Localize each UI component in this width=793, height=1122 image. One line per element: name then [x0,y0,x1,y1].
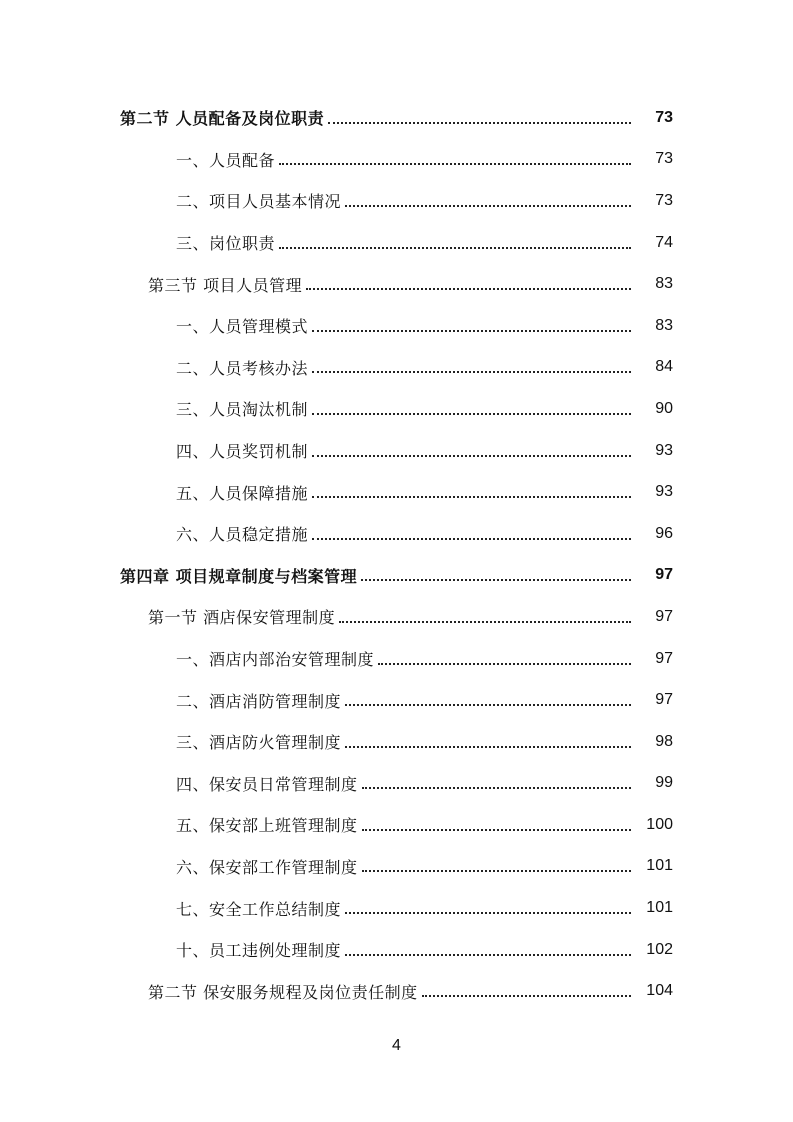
toc-dot-leader [279,151,631,167]
toc-entry-page: 73 [655,108,673,126]
toc-entry-title: 三、岗位职责 [176,234,276,254]
toc-entry-title: 六、保安部工作管理制度 [176,857,358,877]
toc-entry-title: 三、酒店防火管理制度 [176,733,342,753]
toc-dot-leader [345,193,631,209]
toc-entry[interactable] [0,763,793,805]
toc-dot-leader [279,235,631,251]
toc-entry-page: 93 [655,483,673,501]
toc-entry-title: 第一节 酒店保安管理制度 [148,608,336,628]
toc-dot-leader [312,526,631,542]
toc-entry-title: 五、人员保障措施 [176,483,309,503]
toc-entry-page: 74 [655,233,673,251]
toc-entry-page: 73 [655,191,673,209]
toc-dot-leader [345,692,631,708]
toc-entry-page: 102 [646,940,673,958]
toc-entry-title: 二、酒店消防管理制度 [176,691,342,711]
toc-dot-leader [312,443,631,459]
toc-entry[interactable] [0,679,793,721]
toc-entry[interactable] [0,887,793,929]
toc-entry-page: 83 [655,316,673,334]
page-number: 4 [392,1037,401,1054]
toc-entry[interactable] [0,388,793,430]
toc-dot-leader [362,858,631,874]
toc-entry-page: 93 [655,441,673,459]
toc-entry-page: 83 [655,275,673,293]
toc-dot-leader [312,318,631,334]
toc-dot-leader [306,276,631,292]
toc-entry[interactable] [0,555,793,597]
toc-entry-title: 三、人员淘汰机制 [176,400,309,420]
toc-entry[interactable] [0,347,793,389]
toc-dot-leader [312,401,631,417]
toc-entry[interactable] [0,638,793,680]
toc-entry-page: 90 [655,399,673,417]
toc-entry-title: 第三节 项目人员管理 [148,275,303,295]
toc-entry-page: 84 [655,358,673,376]
toc-dot-leader [362,817,631,833]
toc-entry-title: 四、保安员日常管理制度 [176,774,358,794]
toc-entry-title: 二、人员考核办法 [176,358,309,378]
toc-dot-leader [345,900,631,916]
toc-entry-page: 100 [646,815,673,833]
toc-entry-title: 一、酒店内部治安管理制度 [176,650,375,670]
toc-entry-title: 第二节 保安服务规程及岗位责任制度 [148,982,418,1002]
toc-dot-leader [328,110,631,126]
toc-entry-page: 101 [646,857,673,875]
toc-entry-page: 97 [655,607,673,625]
toc-entry-title: 五、保安部上班管理制度 [176,816,358,836]
table-of-contents [0,97,793,1012]
toc-entry[interactable] [0,430,793,472]
toc-entry[interactable] [0,721,793,763]
toc-entry-page: 97 [655,566,673,584]
toc-entry[interactable] [0,804,793,846]
toc-dot-leader [345,734,631,750]
toc-entry-page: 97 [655,691,673,709]
toc-entry-title: 七、安全工作总结制度 [176,899,342,919]
toc-entry[interactable] [0,222,793,264]
toc-entry-title: 一、人员管理模式 [176,317,309,337]
toc-dot-leader [378,651,631,667]
toc-entry[interactable] [0,970,793,1012]
toc-entry[interactable] [0,305,793,347]
toc-entry[interactable] [0,471,793,513]
toc-entry[interactable] [0,263,793,305]
toc-entry-page: 98 [655,732,673,750]
toc-dot-leader [362,775,631,791]
toc-dot-leader [312,359,631,375]
toc-dot-leader [361,567,631,583]
toc-entry-title: 四、人员奖罚机制 [176,442,309,462]
toc-dot-leader [422,983,631,999]
toc-entry[interactable] [0,513,793,555]
toc-entry-title: 二、项目人员基本情况 [176,192,342,212]
toc-entry[interactable] [0,180,793,222]
toc-entry-page: 73 [655,150,673,168]
toc-entry[interactable] [0,97,793,139]
toc-entry-title: 六、人员稳定措施 [176,525,309,545]
toc-entry[interactable] [0,929,793,971]
toc-entry[interactable] [0,596,793,638]
toc-entry-page: 96 [655,524,673,542]
toc-entry-title: 一、人员配备 [176,150,276,170]
toc-entry-title: 十、员工违例处理制度 [176,941,342,961]
toc-entry-page: 99 [655,774,673,792]
toc-entry-page: 101 [646,899,673,917]
toc-entry[interactable] [0,846,793,888]
toc-dot-leader [339,609,631,625]
toc-entry[interactable] [0,139,793,181]
toc-entry-title: 第四章 项目规章制度与档案管理 [120,566,358,586]
toc-entry-title: 第二节 人员配备及岗位职责 [120,109,325,129]
toc-dot-leader [312,484,631,500]
toc-entry-page: 97 [655,649,673,667]
toc-dot-leader [345,942,631,958]
toc-entry-page: 104 [646,982,673,1000]
